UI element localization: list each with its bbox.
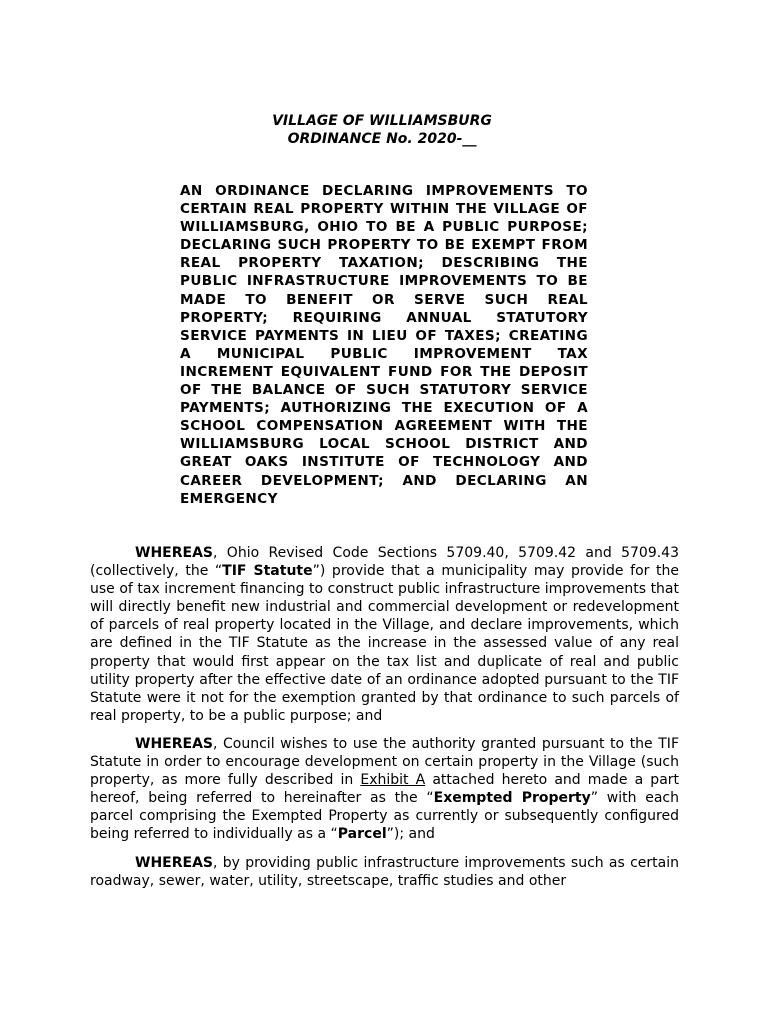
defined-term-exempted-property: Exempted Property xyxy=(433,790,591,807)
defined-term-parcel: Parcel xyxy=(337,826,387,843)
paragraph-text: ”) provide that a municipality may provide for the use of tax increment financing to construct public infrastructure improvements that will directly benefit new industrial and commercial development or redevelopment of parcels of real property located in the Village, and declare improvements, which are defined in the TIF Statute as the increase in the assessed value of any real property that would first appear on the tax list and duplicate of real and public utility property after the effective date of an ordinance adopted pursuant to the TIF Statute were it not for the exemption granted by that ordinance to such parcels of real property, to be a public purpose; and xyxy=(90,563,679,724)
whereas-lead: WHEREAS xyxy=(135,854,213,871)
whereas-paragraph-2 xyxy=(90,735,679,844)
exhibit-a-reference: Exhibit A xyxy=(360,772,426,789)
paragraph-text: ”); and xyxy=(386,826,435,843)
ordinance-title: AN ORDINANCE DECLARING IMPROVEMENTS TO CERTAIN REAL PROPERTY WITHIN THE VILLAGE OF WILLIAMSBURG, OHIO TO BE A PUBLIC PURPOSE; DECLARING SUCH PROPERTY TO BE EXEMPT FROM REAL PROPERTY TAXATION; DESCRIBING THE PUBLIC INFRASTRUCTURE IMPROVEMENTS TO BE MADE TO BENEFIT OR SERVE SUCH REAL PROPERTY; REQUIRING ANNUAL STATUTORY SERVICE PAYMENTS IN LIEU OF TAXES; CREATING A MUNICIPAL PUBLIC IMPROVEMENT TAX INCREMENT EQUIVALENT FUND FOR THE DEPOSIT OF THE BALANCE OF SUCH STATUTORY SERVICE PAYMENTS; AUTHORIZING THE EXECUTION OF A SCHOOL COMPENSATION AGREEMENT WITH THE WILLIAMSBURG LOCAL SCHOOL DISTRICT AND GREAT OAKS INSTITUTE OF TECHNOLOGY AND CAREER DEVELOPMENT; AND DECLARING AN EMERGENCY xyxy=(180,183,588,507)
paragraph-text: , Council wishes to use the authority granted pursuant to the TIF Statute in order to encourage development on certain property in the Village (such property, as more fully described in xyxy=(90,735,679,789)
paragraph-text: ” with each parcel comprising the Exempted Property as currently or subsequently configured being referred to individually as a “ xyxy=(90,790,679,843)
paragraph-text: , Ohio Revised Code Sections 5709.40, 5709.42 and 5709.43 (collectively, the “ xyxy=(90,545,679,580)
ordinance-heading xyxy=(0,112,764,148)
whereas-lead: WHEREAS xyxy=(135,545,213,561)
paragraph-text: , by providing public infrastructure improvements such as certain roadway, sewer, water, utility, streetscape, traffic studies and other xyxy=(90,854,679,889)
whereas-paragraph-1 xyxy=(90,544,679,725)
defined-term-tif-statute: TIF Statute xyxy=(222,563,313,580)
paragraph-text: attached hereto and made a part hereof, being referred to hereinafter as the “ xyxy=(90,772,680,807)
village-name: VILLAGE OF WILLIAMSBURG xyxy=(272,113,492,129)
whereas-paragraph-3 xyxy=(90,854,679,890)
whereas-lead: WHEREAS xyxy=(135,735,213,752)
ordinance-number: ORDINANCE No. 2020-__ xyxy=(287,131,477,147)
ordinance-body xyxy=(90,544,679,900)
